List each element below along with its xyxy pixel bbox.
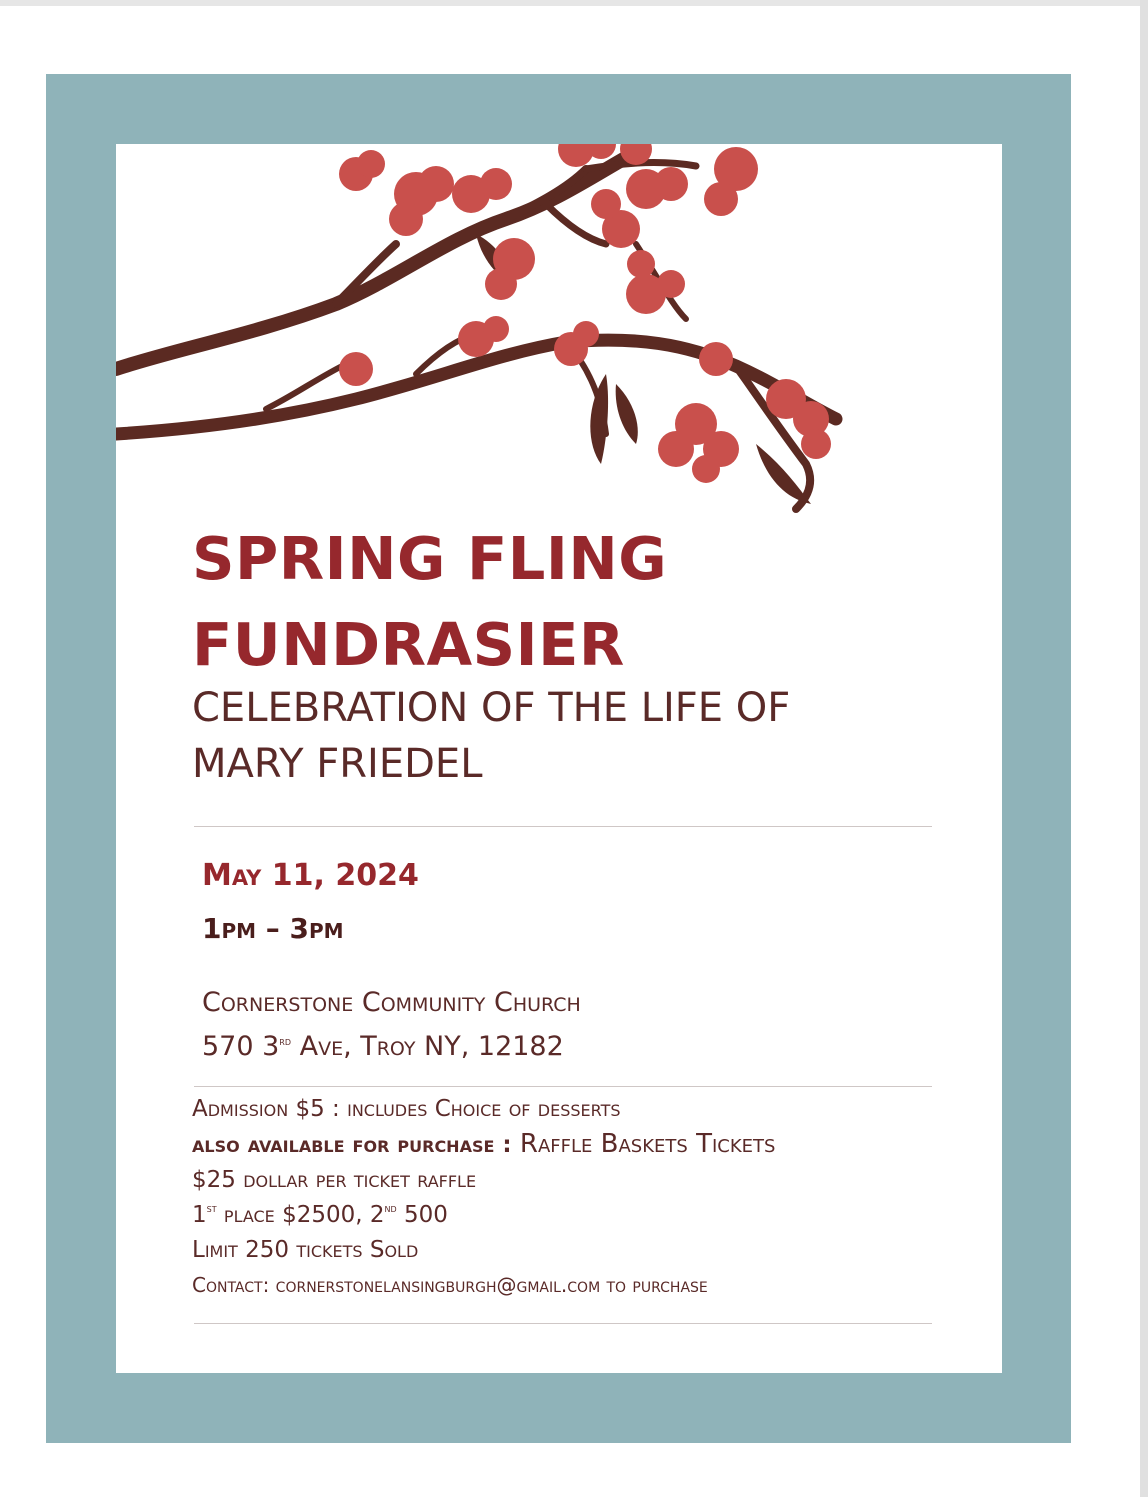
event-title [192,516,667,688]
subtitle-line-2: MARY FRIEDEL [192,741,483,787]
address-rest: Ave, Troy NY, 12182 [291,1031,564,1062]
address-suffix: rd [279,1035,292,1048]
prize-first-text: place $2500, 2 [216,1202,385,1228]
event-venue [202,981,581,1069]
page-edge [0,0,1148,6]
admission-text: Admission $5 : includes Choice of desserts [192,1096,621,1122]
title-line-2: FUNDRASIER [192,610,625,679]
also-available-label: also available for purchase : [192,1132,512,1158]
prizes-text [192,1198,775,1233]
limit-text: Limit 250 tickets Sold [192,1237,419,1263]
event-time: 1pm – 3pm [202,912,344,945]
prize-first-num: 1 [192,1202,207,1228]
prize-second-text: 500 [396,1202,448,1228]
divider [194,1323,932,1324]
venue-address [202,1025,581,1069]
contact-text: Contact: cornerstonelansingburgh@gmail.com to purchase [192,1273,708,1297]
prize-second-suffix: nd [384,1202,397,1215]
cherry-blossom-branch-image [116,144,1002,544]
title-line-1: SPRING FLING [192,524,668,593]
flyer-content [116,144,1002,1373]
divider [194,1086,932,1087]
page-edge-right [1140,0,1148,1497]
subtitle-line-1: CELEBRATION OF THE LIFE OF [192,685,791,731]
event-subtitle [192,680,790,792]
prize-first-suffix: st [206,1202,217,1215]
event-date: May 11, 2024 [202,858,419,893]
divider [194,826,932,827]
raffle-price-text: $25 dollar per ticket raffle [192,1167,477,1193]
address-number: 570 3 [202,1031,280,1062]
event-details [192,1092,775,1303]
also-available-line [192,1127,775,1163]
venue-name: Cornerstone Community Church [202,987,581,1018]
also-available-items: Raffle Baskets Tickets [511,1129,776,1159]
